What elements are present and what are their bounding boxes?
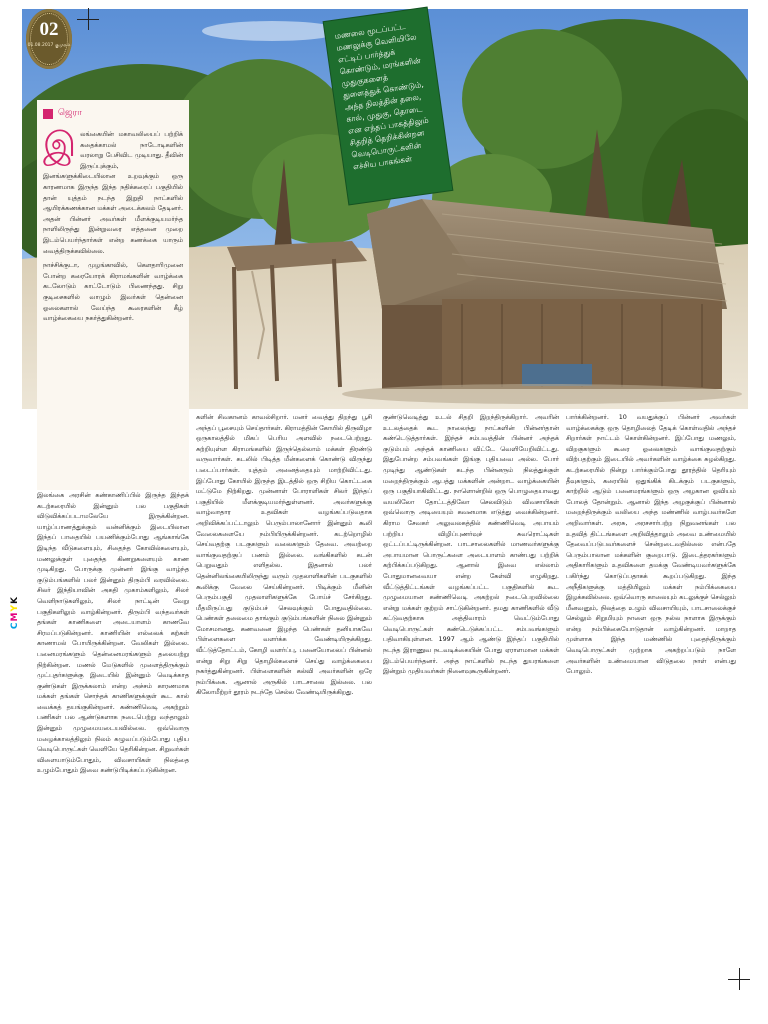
body-column-2 (196, 412, 372, 1012)
intro-column (37, 100, 189, 490)
pull-quote-text: மணலை மூடப்பட்ட மணலுக்கு வெளியிலே எட்டிப் பார்த்துக் கொண்டும், மரங்களின் முதுகுகளைத் துளைத்துக் கொண்டும், அந்த நிலத்தின் தலை, கால், முதுகு, தொடை என எந்தப் பாகத்திலும் சிதறித் தெறிக்கின்றன வெடிபொருட்களின் எச்சிய பாகங்கள் (334, 21, 430, 172)
byline-square-icon (43, 109, 53, 119)
page-number: 02 (39, 19, 59, 40)
magenta-mark: M (10, 611, 20, 622)
column-1-text: இலங்கை அரசின் கண்காணிப்பில் இருந்த இந்தக் கடற்கரையில் இன்னும் பல பகுதிகள் விடுவிக்கப்படாமலேயே இருக்கின்றன. யாழ்ப்பாணத்துக்கும் வன்னிக்கும் இடையிலான இந்தப் பாதையில் பயணிக்கும்போது ஆங்காங்கே இடிந்த வீடுகளையும், சிதைந்த கோவில்களையும், மணலுக்குள் புதைந்த கிணறுகளையும் காண முடிகிறது. போருக்கு முன்னர் இங்கு வாழ்ந்த குடும்பங்களில் பலர் இன்னும் திரும்பி வரவில்லை. சிலர் இந்தியாவின் அகதி முகாம்களிலும், சிலர் வெளிநாடுகளிலும், சிலர் நாட்டின் வேறு பகுதிகளிலும் வாழ்கின்றனர். திரும்பி வந்தவர்கள் தங்கள் காணிகளை அடையாளம் காணவே சிரமப்படுகின்றனர். காணியின் எல்லைக் கற்கள் காணாமல் போயிருக்கின்றன. வேலிகள் இல்லை. பனைமரங்களும் தென்னைமரங்களும் தலையற்று நிற்கின்றன. மணல் மேடுகளில் முளைத்திருக்கும் முட்புதர்களுக்கு இடையில் இன்னும் வெடிக்காத குண்டுகள் இருக்கலாம் என்ற அச்சம் காரணமாக மக்கள் தங்கள் சொந்தக் காணிகளுக்குள் கூட கால் வைக்கத் தயங்குகின்றனர். கண்ணிவெடி அகற்றும் பணிகள் பல ஆண்டுகளாக நடைபெற்று வந்தாலும் இன்னும் முழுமையடையவில்லை. ஒவ்வொரு மழைக்காலத்திலும் நிலம் கழுவப்படும்போது புதிய வெடிபொருட்கள் வெளியே தெரிகின்றன. சிறுவர்கள் விளையாடும்போதும், விவசாயிகள் நிலத்தை உழும்போதும் இவை கண்டுபிடிக்கப்படுகின்றன. (37, 491, 189, 775)
column-3-text: குண்டுவெடித்து உடல் சிதறி இறந்திருக்கிறார். அவரின் உடலத்தைக் கூட நாலைந்து நாட்களின் பின்னர்தான் கண்டெடுத்தார்கள். இந்தச் சம்பவத்தின் பின்னர் அந்தக் குடும்பம் அந்தக் காணியை விட்டே வெளியேறிவிட்டது. இதுபோன்ற சம்பவங்கள் இங்கு புதியவை அல்ல. போர் முடிந்து ஆண்டுகள் கடந்த பின்னரும் நிலத்துக்குள் மறைந்திருக்கும் ஆபத்து மக்களின் அன்றாட வாழ்க்கையின் ஒரு பகுதியாகிவிட்டது. நாளொன்றில் ஒரு பொழுதையாவது வயலிலோ தோட்டத்திலோ செலவிடும் விவசாயிகள் ஒவ்வொரு அடியையும் கவனமாக எடுத்து வைக்கின்றனர். கிராம சேவகர் அலுவலகத்தில் கண்ணிவெடி அபாயம் பற்றிய விழிப்புணர்வுச் சுவரொட்டிகள் ஒட்டப்பட்டிருக்கின்றன. பாடசாலைகளில் மாணவர்களுக்கு அபாயமான பொருட்களை அடையாளம் காண்பது பற்றிக் கற்பிக்கப்படுகிறது. ஆனால் இவை எல்லாம் போதுமானவையா என்ற கேள்வி எழுகிறது. வீட்டுத்திட்டங்கள் வழங்கப்பட்ட பகுதிகளில் கூட முழுமையான கண்ணிவெடி அகற்றல் நடைபெறவில்லை என்று மக்கள் குற்றம் சாட்டுகின்றனர். தமது காணிகளில் வீடு கட்டுவதற்காக அத்திவாரம் வெட்டும்போது வெடிபொருட்கள் கண்டெடுக்கப்பட்ட சம்பவங்களும் பதிவாகியுள்ளன. 1997 ஆம் ஆண்டு இந்தப் பகுதியில் நடந்த இராணுவ நடவடிக்கையின் போது ஏராளமான மக்கள் இடம்பெயர்ந்தனர். அந்த நாட்களில் நடந்த துயரங்களை இன்றும் முதியவர்கள் நினைவுகூருகின்றனர். (383, 413, 559, 676)
intro-paragraph-1: லங்கையின் மகாவலியைப் பற்றிக் கதைக்காமல் நாடோடிகளின் வரலாறு பேசிவிட முடியாது. தீவின் இருப்புக்கும், இனங்களுக்கிடையிலான உறவுக்கும் ஒரு காரணமாக இருந்த இந்த நதிக்கரைப் பகுதியில் தான் யுத்தம் நடந்த இறுதி நாட்களில் ஆயிரக்கணக்கான மக்கள் அடைக்கலம் தேடினர். அதன் பின்னர் அவர்கள் மீளக்குடியமர்ந்த நாளிலிருந்து இன்றுவரை எத்தனை முறை இடம்பெயர்ந்தார்கள் என்ற கணக்கை யாரும் வைத்திருக்கவில்லை. (43, 130, 183, 255)
author-name: ஜெரா (58, 108, 82, 118)
drop-cap: இ (43, 127, 77, 164)
body-column-1 (37, 490, 189, 1010)
issue-date: 01.08.2017 குமுதம் (27, 43, 71, 48)
page-number-badge (26, 9, 72, 69)
crop-mark-top-h (77, 19, 99, 20)
intro-paragraph-2: நாச்சிக்குடா, முழங்காவில், கௌதாரிமுனை போன்ற கரையோரக் கிராமங்களின் வாழ்க்கை கடலோடும் காட்டோடும் பிணைந்தது. சிறு குடிசைகளில் வாழும் இவர்கள் தென்னை ஓலைகளால் வேய்ந்த கூரைகளின் கீழ் வாழ்க்கையை நகர்த்துகின்றனர். (43, 261, 183, 323)
yellow-mark: Y (10, 603, 20, 612)
body-column-4 (566, 412, 736, 1012)
author-byline (43, 108, 183, 119)
black-mark: K (10, 596, 20, 604)
column-2-text: களின் சிவகானம் காவல்சிறார். மனர் வைத்து திறந்து பூசி அந்தப் பூசையும் செய்தார்கள். கிராமத்தின் கோயில் திருவிழா ஒருகாலத்தில் மிகப் பெரிய அளவில் நடைபெற்றது. சுற்றியுள்ள கிராமங்களில் இருந்தெல்லாம் மக்கள் திரண்டு வருவார்கள். கடலில் பிடித்த மீன்களைக் கொண்டு விருந்து படைப்பார்கள். யுத்தம் அனைத்தையும் மாற்றிவிட்டது. இப்போது கோயில் இருந்த இடத்தில் ஒரு சிறிய கொட்டகை மட்டுமே நிற்கிறது. முன்னாள் போராளிகள் சிலர் இந்தப் பகுதியில் மீளக்குடியமர்ந்துள்ளனர். அவர்களுக்கு வாழ்வாதார உதவிகள் வழங்கப்படுவதாக அறிவிக்கப்பட்டாலும் பெரும்பாலானோர் இன்னும் கூலி வேலைகளையே நம்பியிருக்கின்றனர். கடற்றொழில் செய்வதற்கு படகுகளும் வலைகளும் தேவை. அவற்றை வாங்குவதற்குப் பணம் இல்லை. வங்கிகளில் கடன் பெறுவதும் எளிதல்ல. இதனால் பலர் தென்னிலங்கையிலிருந்து வரும் முதலாளிகளின் படகுகளில் கூலிக்கு வேலை செய்கின்றனர். பிடிக்கும் மீனின் பெரும்பகுதி முதலாளிகளுக்கே போய்ச் சேர்கிறது. மீதமிருப்பது குடும்பச் செலவுக்கும் போதுவதில்லை. பெண்கள் தலைமை தாங்கும் குடும்பங்களின் நிலை இன்னும் மோசமானது. கணவனை இழந்த பெண்கள் தனியாகவே பிள்ளைகளை வளர்க்க வேண்டியிருக்கிறது. வீட்டுத்தோட்டம், கோழி வளர்ப்பு, பனையோலைப் பின்னல் என்று சிறு சிறு தொழில்களைச் செய்து வாழ்க்கையை நகர்த்துகின்றனர். பிள்ளைகளின் கல்வி அவர்களின் ஒரே நம்பிக்கை. ஆனால் அருகில் பாடசாலை இல்லை. பல கிலோமீற்றர் தூரம் நடந்தே செல்ல வேண்டியிருக்கிறது. (196, 413, 372, 697)
body-column-3 (383, 412, 559, 1012)
column-4-text: பார்க்கின்றனர். 10 வயதுக்குப் பின்னர் அவர்கள் வாழ்க்கைக்கு ஒரு தொழிலைத் தேடிக் கொள்வதில் அந்தச் சிறார்கள் நாட்டம் கொள்கின்றனர். இப்போது மணலும், விறகுகளும் கூரை ஓலைகளும் வாங்குவதற்கும் விற்பதற்கும் இடையில் அவர்களின் வாழ்க்கை சுழல்கிறது. கடற்கரையில் நின்று பார்க்கும்போது தூரத்தில் தெரியும் தீவுகளும், கரையில் ஒதுங்கிக் கிடக்கும் படகுகளும், காற்றில் ஆடும் பனைமரங்களும் ஒரு அழகான ஓவியம் போலத் தோன்றும். ஆனால் இந்த அழகுக்குப் பின்னால் மறைந்திருக்கும் வலியை அந்த மண்ணில் வாழ்பவர்களே அறிவார்கள். அரசு, அரசசார்பற்ற நிறுவனங்கள் பல உதவித் திட்டங்களை அறிவித்தாலும் அவை உண்மையில் தேவைப்படுபவர்களைச் சென்றடைவதில்லை என்பதே பெரும்பாலான மக்களின் குறைபாடு. இடைத்தரகர்களும் அதிகாரிகளும் உதவிகளை தமக்கு வேண்டியவர்களுக்கே பகிர்ந்து கொடுப்பதாகக் கூறப்படுகிறது. இந்த அநீதிகளுக்கு மத்தியிலும் மக்கள் நம்பிக்கையை இழக்கவில்லை. ஒவ்வொரு காலையும் கடலுக்குச் செல்லும் மீனவனும், நிலத்தை உழும் விவசாயியும், பாடசாலைக்குச் செல்லும் சிறுமியும் நாளை ஒரு நல்ல நாளாக இருக்கும் என்ற நம்பிக்கையோடுதான் வாழ்கின்றனர். மாறாத முள்ளாக இந்த மண்ணில் புதைந்திருக்கும் வெடிபொருட்கள் முற்றாக அகற்றப்படும் நாளே அவர்களின் உண்மையான விடுதலை நாள் என்பது போலும். (566, 413, 736, 676)
cyan-mark: C (10, 621, 20, 630)
cmyk-print-marks (10, 596, 20, 629)
